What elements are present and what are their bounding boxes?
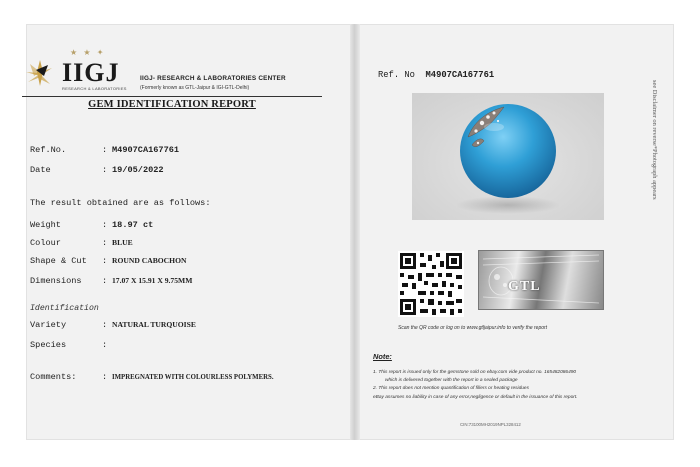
species-label: Species xyxy=(30,340,67,350)
diamond-logo-icon xyxy=(22,56,58,92)
separator: : xyxy=(102,320,108,330)
dimensions-row xyxy=(30,276,192,286)
note-item: 2. This report does not mention quantification of fillers or heating residues xyxy=(373,386,529,392)
report-title: GEM IDENTIFICATION REPORT xyxy=(88,99,256,110)
identification-heading: Identification xyxy=(30,304,99,313)
title-divider xyxy=(22,96,322,97)
weight-label: Weight xyxy=(30,220,61,230)
comments-label: Comments: xyxy=(30,372,77,382)
right-ref-no-label: Ref. No xyxy=(378,70,415,80)
separator: : xyxy=(102,372,108,382)
shape-cut-value: ROUND CABOCHON xyxy=(112,256,187,265)
cin-number: CIN:73100MH2019NPL328412 xyxy=(460,422,521,427)
hologram-text: GTL xyxy=(508,279,541,294)
separator: : xyxy=(102,276,108,286)
hologram-pattern-icon xyxy=(479,251,603,309)
note-item: eBay assumes no liability in case of any error,negligence or default in the issuance of this report. xyxy=(373,394,578,400)
comments-row xyxy=(30,372,274,382)
gemstone-photo xyxy=(412,93,604,220)
weight-row xyxy=(30,220,153,230)
separator: : xyxy=(102,220,108,230)
turquoise-cabochon-image xyxy=(412,93,604,220)
species-row xyxy=(30,340,112,350)
dimensions-label: Dimensions xyxy=(30,276,82,286)
qr-code-icon[interactable] xyxy=(398,251,464,317)
result-intro: The result obtained are as follows: xyxy=(30,198,211,208)
disclaimer-side-text: see Disclaimer on reverse*Photograph appears xyxy=(651,80,658,200)
separator: : xyxy=(102,145,108,155)
date-value: 19/05/2022 xyxy=(112,165,164,175)
note-item: which is delivered together with the report in a sealed package xyxy=(385,378,518,384)
colour-row xyxy=(30,238,133,248)
date-label: Date xyxy=(30,165,51,175)
note-item: 1. This report is issued only for the gemstone sold on ebay.com vide product no. 165482086490 xyxy=(373,370,577,375)
logo-stars: ★ ★ ✦ xyxy=(70,48,106,57)
center-fold xyxy=(350,24,360,440)
shape-cut-label: Shape & Cut xyxy=(30,256,87,266)
date-row xyxy=(30,165,164,175)
logo-text: IIGJ xyxy=(62,58,120,87)
variety-row xyxy=(30,320,196,330)
separator: : xyxy=(102,256,108,266)
weight-value: 18.97 ct xyxy=(112,220,154,230)
right-ref-no xyxy=(378,70,494,80)
separator: : xyxy=(102,340,108,350)
separator: : xyxy=(102,165,108,175)
ref-no-label: Ref.No. xyxy=(30,145,67,155)
verify-instruction: Scan the QR code or log on to www.gtljaipur.info to verify the report xyxy=(398,325,548,331)
separator: : xyxy=(102,238,108,248)
notes-list xyxy=(373,370,665,403)
lab-name: IIGJ- RESEARCH & LABORATORIES CENTER xyxy=(140,75,286,82)
variety-value: NATURAL TURQUOISE xyxy=(112,320,196,329)
lab-formerly: (Formerly known as GTL-Jaipur & IGI-GTL-Delhi) xyxy=(140,85,250,91)
right-ref-no-value: M4907CA167761 xyxy=(425,70,495,80)
disclaimer-side-note xyxy=(648,80,660,270)
note-title: Note: xyxy=(373,352,392,361)
colour-label: Colour xyxy=(30,238,61,248)
logo-tagline: RESEARCH & LABORATORIES xyxy=(62,86,127,91)
comments-value: IMPREGNATED WITH COLOURLESS POLYMERS. xyxy=(112,374,274,381)
hologram-seal xyxy=(478,250,604,310)
dimensions-value: 17.07 X 15.91 X 9.75MM xyxy=(112,276,193,285)
variety-label: Variety xyxy=(30,320,67,330)
shape-cut-row xyxy=(30,256,186,266)
ref-no-row xyxy=(30,145,179,155)
colour-value: BLUE xyxy=(112,238,133,247)
ref-no-value: M4907CA167761 xyxy=(112,145,180,155)
